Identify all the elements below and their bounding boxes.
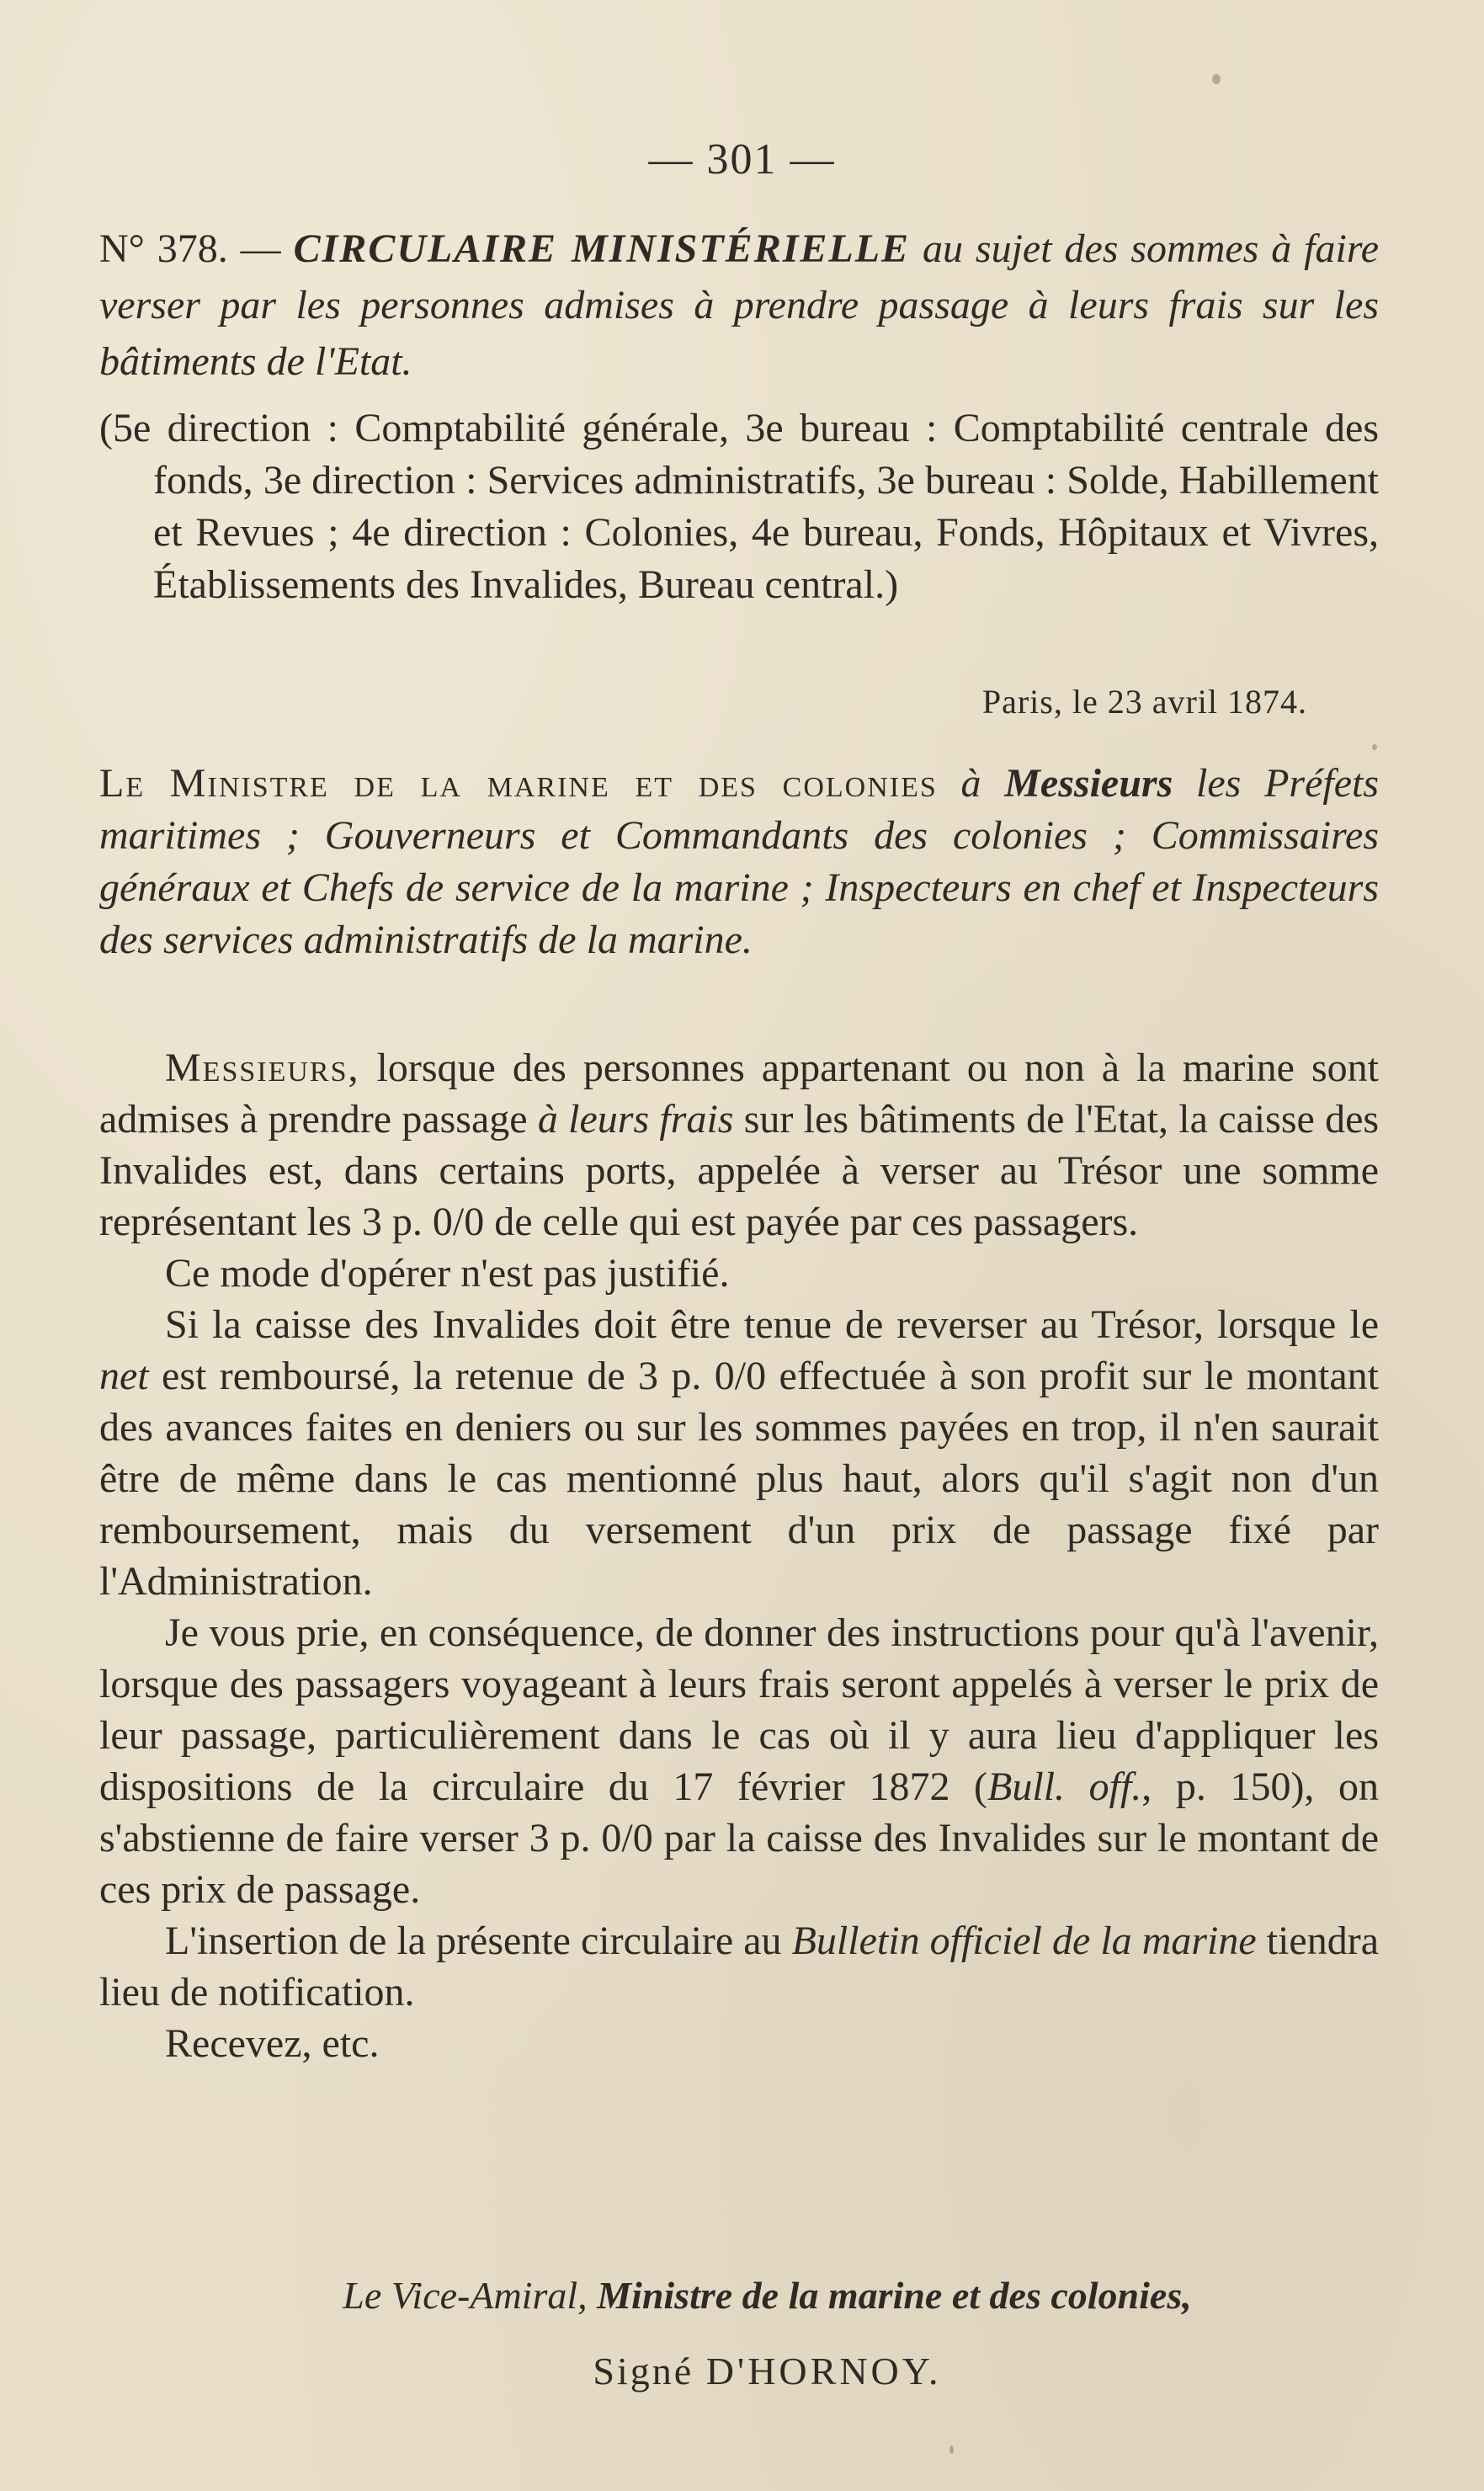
paragraph-6: Recevez, etc. — [165, 2021, 380, 2066]
paragraph-1: Messieurs, lorsque des personnes appartenant ou non à la marine sont admises à prendre passage à leurs frais sur les bâtiments de l'Etat, la caisse des Invalides est, dans certains ports, appelée à verser au Trésor une somme représentant les 3 p. 0/0 de celle qui est payée par ces passagers. — [99, 1046, 1380, 1244]
signed-label: Signé — [593, 2350, 694, 2393]
paragraph-5: L'insertion de la présente circulaire au Bulletin officiel de la marine tiendra lieu de notification. — [99, 1919, 1380, 2015]
address-block — [99, 758, 1379, 966]
page-number: — 301 — — [648, 136, 836, 184]
paragraph-2: Ce mode d'opérer n'est pas justifié. — [165, 1251, 730, 1296]
paragraph-4: Je vous prie, en conséquence, de donner des instructions pour qu'à l'avenir, lorsque des passagers voyageant à leurs frais seront appelés à verser le prix de leur passage, particulièrement dans le cas où il y aura lieu d'appliquer les dispositions de la circulaire du 17 février 1872 (Bull. off., p. 150), on s'abstienne de faire verser 3 p. 0/0 par la caisse des Invalides sur le montant de ces prix de passage. — [99, 1610, 1379, 1912]
circular-subject: au sujet des sommes à faire verser par les personnes admises à prendre passage à leurs frais sur les bâtiments de l'Etat. — [99, 226, 1380, 384]
date-line: Paris, le 23 avril 1874. — [981, 683, 1307, 721]
paragraph-3: Si la caisse des Invalides doit être tenue de reverser au Trésor, lorsque le net est remboursé, la retenue de 3 p. 0/0 effectuée à son profit sur le montant des avances faites en deniers ou sur les sommes payées en trop, il n'en saurait être de même dans le cas mentionné plus haut, alors qu'il s'agit non d'un remboursement, mais du versement d'un prix de passage fixé par l'Administration. — [99, 1302, 1380, 1604]
signatory-office: Ministre de la marine et des colonies, — [597, 2274, 1192, 2317]
address-connector: à — [960, 761, 981, 806]
circular-number: N° 378. — — [99, 226, 281, 271]
paper-speck — [949, 2446, 954, 2454]
directions-note: (5e direction : Comptabilité générale, 3e bureau : Comptabilité centrale des fonds, 3e direction : Services administratifs, 3e bureau : Solde, Habillement et Revues ; 4e direction : Colonies, 4e bureau, Fonds, Hôpitaux et Vivres, Établissements des Invalides, Bureau central.) — [99, 406, 1379, 607]
circular-title — [99, 221, 1379, 390]
recipients: les Préfets maritimes ; Gouverneurs et Commandants des colonies ; Commissaires généraux et Chefs de service de la marine ; Inspecteurs en chef et Inspecteurs des services administratifs de la marine. — [99, 761, 1380, 962]
recipients-lead: Messieurs — [1004, 761, 1173, 806]
signature-title — [0, 2273, 1484, 2318]
salutation: Messieurs, — [165, 1046, 360, 1090]
letter-body — [99, 1042, 1379, 2069]
circular-heading: CIRCULAIRE MINISTÉRIELLE — [293, 226, 911, 271]
signed-line — [0, 2349, 1484, 2393]
paper-speck — [1372, 744, 1377, 750]
signatory-rank: Le Vice-Amiral, — [343, 2274, 588, 2317]
sender: Le Ministre de la marine et des colonies — [99, 761, 938, 806]
paper-speck — [1212, 74, 1221, 84]
signatory-name: D'HORNOY. — [705, 2350, 942, 2393]
